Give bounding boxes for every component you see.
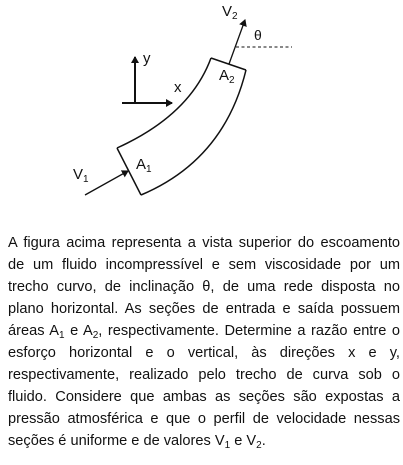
problem-text-1: A figura acima representa a vista superior do escoamento de um fluido incompressível e sem viscosidade por um trecho curvo, de inclinação θ, de uma rede disposta no plano horizontal. As seções de entrada e saída possuem áreas A	[8, 235, 400, 339]
problem-text-2: e A	[64, 323, 93, 339]
label-y-axis: y	[143, 50, 151, 67]
label-a1-base: A	[136, 156, 147, 173]
problem-text-5: .	[261, 433, 266, 449]
label-theta: θ	[254, 27, 262, 43]
problem-sub-3: 1	[224, 440, 231, 451]
label-v2-base: V	[222, 3, 233, 20]
label-x-axis: x	[174, 79, 182, 96]
label-a2	[219, 67, 235, 86]
label-a1	[136, 156, 152, 175]
diagram-drawing	[0, 0, 403, 225]
label-a1-sub: 1	[146, 164, 152, 175]
flow-diagram	[0, 0, 403, 225]
problem-paragraph	[8, 232, 400, 452]
problem-statement	[8, 232, 400, 452]
problem-text-4: e V	[230, 433, 257, 449]
problem-sub-4: 2	[256, 440, 262, 451]
curved-pipe-inner-wall	[141, 70, 246, 195]
v2-arrow	[229, 20, 245, 64]
label-v2-sub: 2	[232, 11, 238, 22]
problem-sub-1: 1	[58, 330, 65, 341]
problem-text-3: , respectivamente. Determine a razão entre o esforço horizontal e o vertical, às direções x e y, respectivamente, realizado pelo trecho de curva sob o fluido. Considere que ambas as seções são expostas a pressão atmosférica e que o perfil de velocidade nessas seções é uniforme e de valores V	[8, 323, 400, 449]
label-v1-base: V	[73, 166, 84, 183]
label-v1-sub: 1	[83, 174, 89, 185]
v1-arrow	[85, 171, 128, 195]
label-v2	[222, 3, 238, 22]
problem-sub-2: 2	[92, 330, 99, 341]
label-a2-sub: 2	[229, 75, 235, 86]
label-v1	[73, 166, 89, 185]
label-a2-base: A	[219, 67, 230, 84]
